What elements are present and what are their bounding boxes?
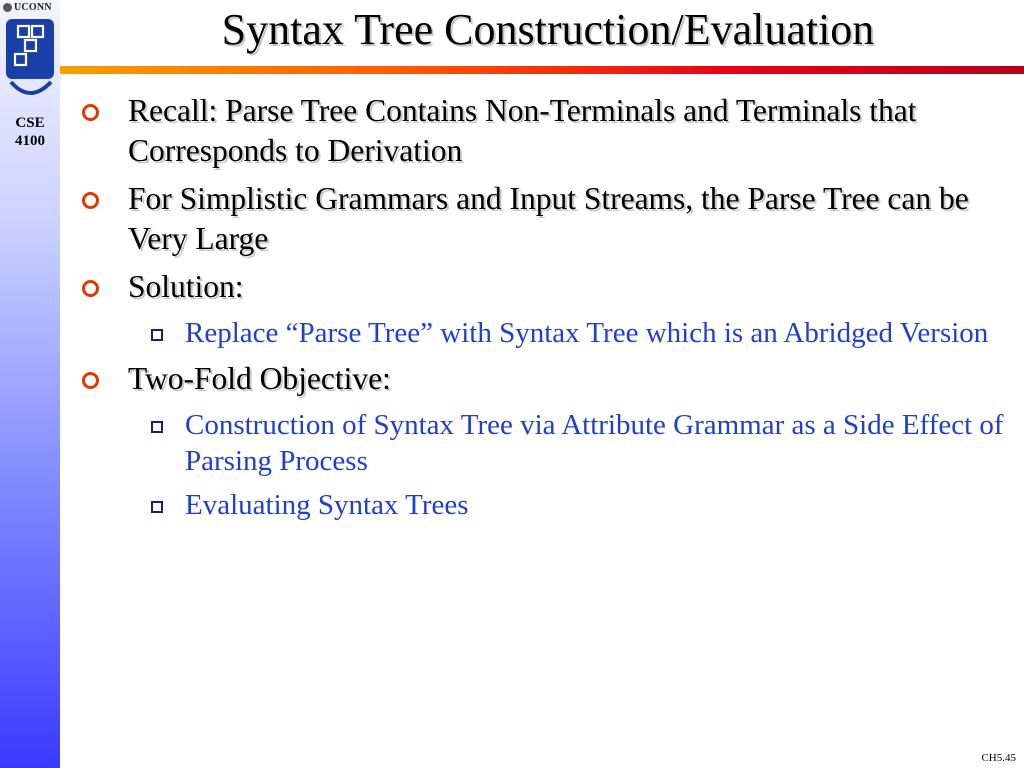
- sub-bullet-text: Evaluating Syntax Trees: [185, 489, 469, 521]
- bullet-text: Recall: Parse Tree Contains Non-Terminals and Terminals that Corresponds to Derivation: [128, 93, 917, 168]
- ring-bullet-icon: [82, 104, 99, 121]
- uconn-text: UCONN: [14, 2, 52, 13]
- course-line-1: CSE: [15, 115, 45, 131]
- bullet-item: [70, 91, 1020, 171]
- square-bullet-icon: [151, 421, 163, 433]
- slide-title: Syntax Tree Construction/Evaluation: [221, 5, 875, 54]
- department-logo-icon: [5, 18, 55, 106]
- slide-number: CH5.45: [981, 752, 1016, 764]
- bullet-item: [70, 359, 1020, 399]
- bullet-item: [70, 267, 1020, 307]
- uconn-seal-icon: [3, 3, 12, 12]
- bullet-item: [70, 179, 1020, 259]
- course-number: [0, 114, 60, 150]
- ring-bullet-icon: [82, 280, 99, 297]
- sub-bullet-text: Replace “Parse Tree” with Syntax Tree which is an Abridged Version: [185, 317, 989, 349]
- sub-bullet-item: [70, 407, 1020, 479]
- sidebar: [0, 0, 60, 768]
- square-bullet-icon: [151, 329, 163, 341]
- bullet-text: Two-Fold Objective:: [128, 361, 391, 396]
- square-bullet-icon: [151, 501, 163, 513]
- bullet-text: For Simplistic Grammars and Input Streams, the Parse Tree can be Very Large: [128, 181, 969, 256]
- course-line-2: 4100: [15, 133, 45, 149]
- ring-bullet-icon: [82, 372, 99, 389]
- sub-bullet-item: [70, 315, 1020, 351]
- title-rule: [60, 66, 1024, 74]
- sub-bullet-item: [70, 487, 1020, 523]
- sub-bullet-text: Construction of Syntax Tree via Attribute Grammar as a Side Effect of Parsing Process: [185, 409, 1004, 477]
- uconn-label: [3, 2, 52, 13]
- bullet-text: Solution:: [128, 269, 244, 304]
- slide-content: [70, 91, 1020, 531]
- ring-bullet-icon: [82, 192, 99, 209]
